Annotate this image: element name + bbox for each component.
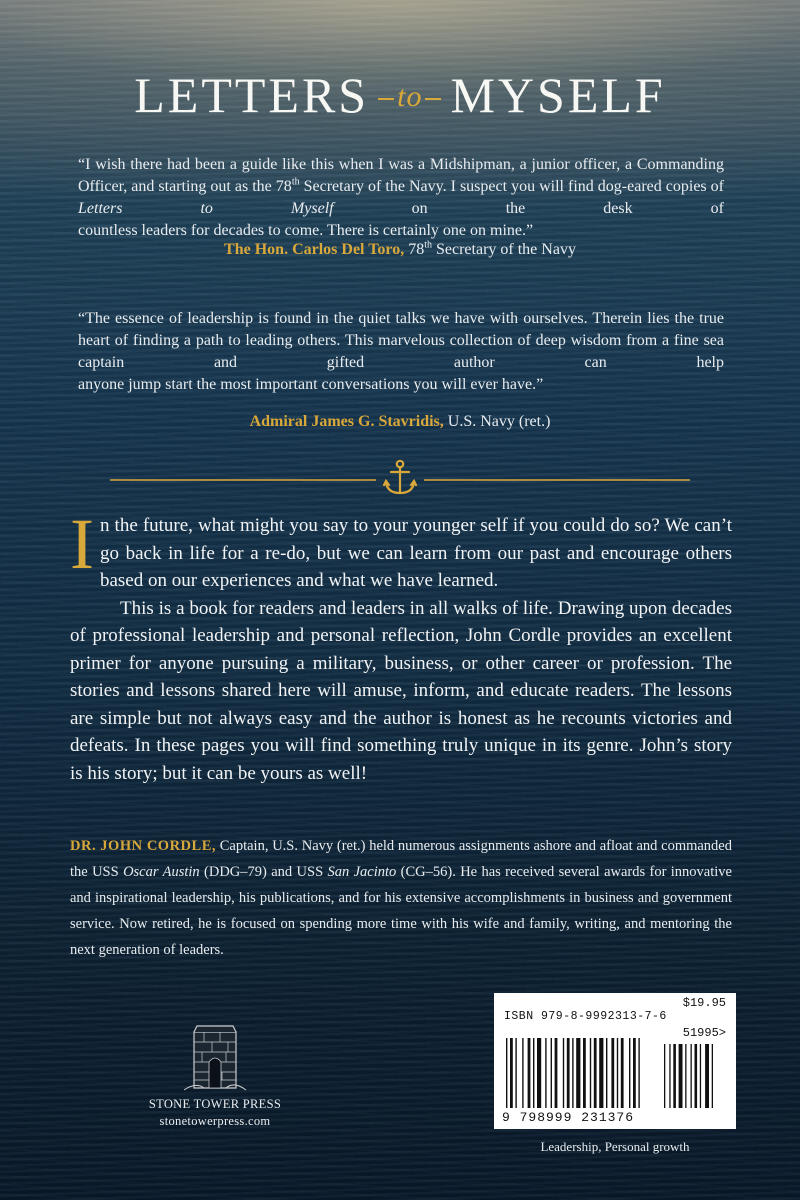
description-p1-text: n the future, what might you say to your younger self if you could do so? We can’t go back in life for a re-do, but we can learn from our past and encourage others based on our experiences and what we have learned. <box>99 515 732 591</box>
attribution-2-title: U.S. Navy (ret.) <box>443 413 551 430</box>
barcode-bar <box>572 1038 573 1108</box>
barcode-bar <box>638 1038 639 1108</box>
bio-text-1: Captain, U.S. Navy (ret.) held numerous assignments ashore and afloat and commanded the USS <box>70 838 732 880</box>
anchor-divider <box>0 458 800 498</box>
barcode-bar <box>606 1038 607 1108</box>
bio-text-3: (CG–56). He has received several awards for innovative and inspirational leadership, his publications, and for his extensive accomplishments in business and government service. Now retired, he is focused on spending more time with his wife and family, writing, and mentoring the next generation of leaders. <box>70 864 732 958</box>
endorsement-quote-2 <box>78 308 724 396</box>
barcode-digits: 9 798999 231376 <box>502 1110 635 1125</box>
barcode-bar <box>522 1038 523 1108</box>
barcode-addon-bar <box>695 1044 698 1108</box>
barcode-bar <box>528 1038 531 1108</box>
quote-1-sup: th <box>291 176 300 188</box>
barcode-addon-bar <box>712 1044 713 1108</box>
barcode-bar <box>629 1038 630 1108</box>
barcode-bar <box>617 1038 618 1108</box>
endorsement-attribution-2 <box>0 413 800 431</box>
quote-1-last-line: countless leaders for decades to come. There is certainly one on mine.” <box>78 222 534 239</box>
barcode-bar <box>551 1038 552 1108</box>
barcode-addon-bar <box>705 1044 709 1108</box>
author-bio <box>70 833 732 963</box>
barcode-bar <box>563 1038 564 1108</box>
barcode-addon-bar <box>664 1044 665 1108</box>
quote-1-text-c: on the desk of <box>333 200 724 217</box>
barcode-bar <box>583 1038 586 1108</box>
title-right: MYSELF <box>450 67 666 123</box>
barcode-bar <box>567 1038 570 1108</box>
barcode-bar <box>510 1038 513 1108</box>
attribution-2-name: Admiral James G. Stavridis, <box>249 413 444 430</box>
barcode-bar <box>545 1038 546 1108</box>
quote-1-book-title: Letters to Myself <box>78 200 334 217</box>
bio-ship-1: Oscar Austin <box>123 864 200 880</box>
barcode-addon-bar <box>669 1044 670 1108</box>
barcode-isbn: ISBN 979-8-9992313-7-6 <box>504 1010 667 1023</box>
book-description <box>70 504 732 787</box>
barcode-addon: 51995> <box>682 1026 726 1040</box>
attribution-1-num: 78 <box>404 241 425 258</box>
attribution-1-name: The Hon. Carlos Del Toro, <box>224 241 405 258</box>
bio-text-2: (DDG–79) and USS <box>199 864 328 880</box>
barcode-bar <box>555 1038 558 1108</box>
barcode-bar <box>594 1038 597 1108</box>
barcode-addon-bar <box>679 1044 683 1108</box>
publisher-name: STONE TOWER PRESS <box>148 1097 282 1111</box>
barcode-bar <box>537 1038 541 1108</box>
quote-2-text: “The essence of leadership is found in the quiet talks we have with ourselves. Therein lies the true heart of finding a path to leading others. This marvelous collection of deep wisdom from a fine sea captain and gifted author can help <box>78 310 724 371</box>
description-paragraph-1 <box>70 504 732 595</box>
title-middle: to <box>375 80 444 113</box>
barcode-addon-bar <box>700 1044 701 1108</box>
book-title <box>0 66 800 124</box>
stone-tower-icon <box>182 1020 248 1092</box>
publisher-url: stonetowerpress.com <box>159 1114 271 1128</box>
barcode-bar <box>576 1038 580 1108</box>
genre-label: Leadership, Personal growth <box>540 1139 690 1154</box>
barcode-addon-bar <box>691 1044 692 1108</box>
endorsement-quote-1 <box>78 154 724 242</box>
title-left: LETTERS <box>134 67 370 123</box>
endorsement-attribution-1 <box>0 241 800 259</box>
attribution-1-sup: th <box>424 239 432 251</box>
quote-1-text-a: “I wish there had been a guide like this when I was a Midshipman, a junior officer, a Commanding Officer, and starting out as the 78 <box>78 156 724 195</box>
barcode-bar <box>599 1038 603 1108</box>
publisher-block <box>110 1096 320 1130</box>
barcode-bar <box>633 1038 636 1108</box>
attribution-1-title: Secretary of the Navy <box>432 241 576 258</box>
barcode-bar <box>506 1038 507 1108</box>
quote-2-last-line: anyone jump start the most important conversations you will ever have.” <box>78 376 544 393</box>
barcode-bar <box>590 1038 591 1108</box>
quote-1-text-b: Secretary of the Navy. I suspect you will find dog-eared copies of <box>299 178 725 195</box>
isbn-barcode <box>494 993 736 1129</box>
author-name: DR. JOHN CORDLE, <box>70 838 216 854</box>
anchor-icon <box>384 461 416 493</box>
barcode-bar <box>621 1038 624 1108</box>
barcode-addon-bar <box>685 1044 686 1108</box>
barcode-addon-bar <box>673 1044 676 1108</box>
barcode-bars <box>504 1038 726 1110</box>
barcode-bar <box>515 1038 516 1108</box>
description-paragraph-2: This is a book for readers and leaders in all walks of life. Drawing upon decades of professional leadership and personal reflection, John Cordle provides an excellent primer for anyone pursuing a military, business, or other career or profession. The stories and lessons shared here will amuse, inform, and educate readers. The lessons are simple but not always easy and the author is honest as he recounts victories and defeats. In these pages you will find something truly unique in its genre. John’s story is his story; but it can be yours as well! <box>70 597 732 784</box>
barcode-price: $19.95 <box>682 996 726 1010</box>
bio-ship-2: San Jacinto <box>327 864 397 880</box>
barcode-bar <box>533 1038 534 1108</box>
drop-cap: I <box>70 504 94 584</box>
barcode-bar <box>611 1038 614 1108</box>
